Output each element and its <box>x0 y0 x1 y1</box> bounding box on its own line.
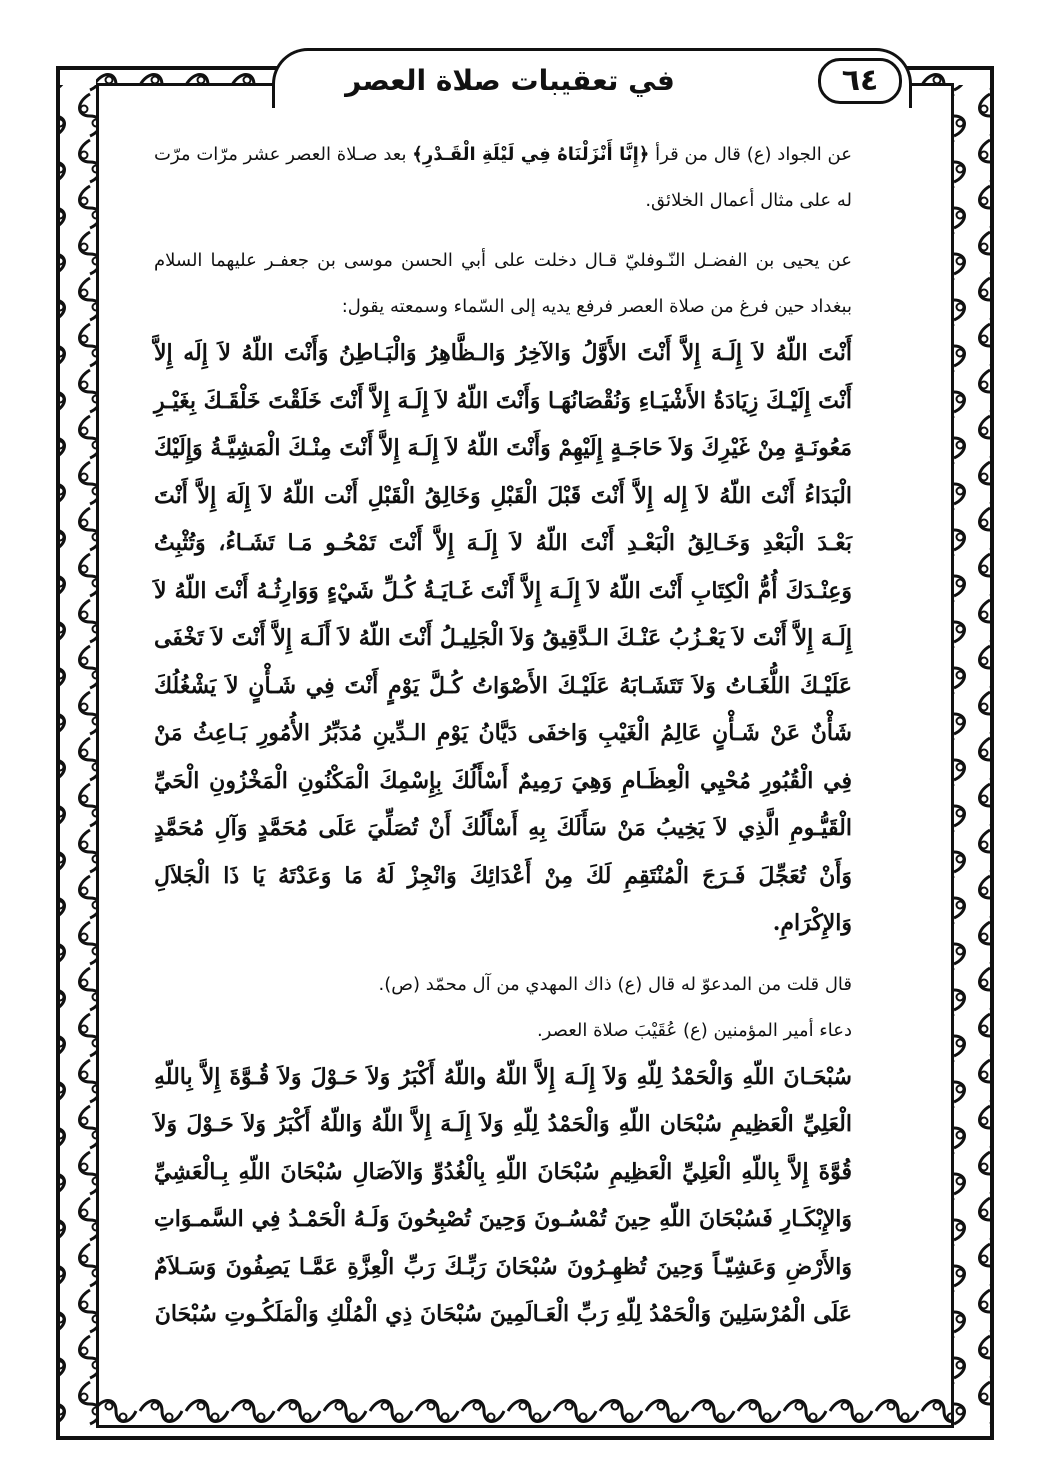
page-body <box>154 132 878 1339</box>
narration-paragraph-2: عن يحيى بن الفضـل النّـوفليّ قـال دخلت على أبي الحسن موسى بن جعفـر عليهما السلام ببغداد حين فرغ من صلاة العصر فرفع يديه إلى السّماء وسمعته يقول: <box>154 250 852 317</box>
narration-1-intro: عن الجواد (ع) قال من قرأ <box>649 144 852 165</box>
prayer-text-1: أَنْتَ اللّهُ لاَ إِلَـهَ إِلاَّ أَنْتَ الأَوَّلُ وَالآخِرُ وَالـظَّاهِرُ وَالْبَـاطِنُ وَأَنْتَ اللّهُ لاَ إِلَه إِلاَّ أَنْتَ إِلَيْـكَ زِيَادَةُ الأَشْيَـاءِ وَنُقْصَانُهَـا وَأَنْتَ اللّهُ لاَ إِلَـهَ إِلاَّ أَنْتَ خَلَقْتَ خَلْقَـكَ بِغَيْـرِ مَعُونَـةٍ مِنْ غَيْرِكَ وَلاَ حَاجَـةٍ إِلَيْهِمْ وَأَنْتَ اللّهُ لاَ إِلَـهَ إِلاَّ أَنْتَ مِنْـكَ الْمَشِيَّـةُ وَإِلَيْكَ الْبَدَاءُ أَنْتَ اللّهُ لاَ إِله إِلاَّ أَنْتَ قَبْلَ الْقَبْلِ وَخَالِقُ الْقَبْلِ أَنْت اللّهُ لاَ إِلَهَ إِلاَّ أَنْتَ بَعْـدَ الْبَعْدِ وَخَـالِقُ الْبَعْـدِ أَنْتَ اللّهُ لاَ إِلَـهَ إِلاَّ أَنْتَ تَمْحُـو مَـا تَشَـاءُ، وَتُثْبِتُ وَعِنْـدَكَ أُمُّ الْكِتَابِ أَنْتَ اللّهُ لاَ إِلَـهَ إِلاَّ أَنْتَ غَـايَـةُ كُـلِّ شَيْءٍ وَوَارِثُـهُ أَنْتَ اللّهُ لاَ إِلَـهَ إِلاَّ أَنْتَ لاَ يَعْـزُبُ عَنْـكَ الـدَّقِيقُ وَلاَ الْجَلِيـلُ أَنْتَ اللّهُ لاَ أَلَـهَ إِلاَّ أَنْتَ لاَ تَخْفَى عَلَيْـكَ اللُّغَـاتُ وَلاَ تَتَشَـابَهُ عَلَيْـكَ الأَصْوَاتُ كُـلَّ يَوْمٍ أَنْتَ فِي شَـأْنٍ لاَ يَشْغُلُكَ شَأْنٌ عَنْ شَـأْنٍ عَالِمُ الْغَيْبِ وَاخفَى دَيَّانُ يَوْمِ الـدِّينِ مُدَبِّرُ الأُمُورِ بَـاعِثُ مَنْ فِي الْقُبُورِ مُحْيِي الْعِظَـامِ وَهِيَ رَمِيمٌ أَسْأَلُكَ بِإِسْمِكَ الْمَكْنُونِ الْمَخْزُونِ الْحَيِّ الْقَيُّـومِ الَّذِي لاَ يَخِيبُ مَنْ سَأَلَكَ بِهِ أَسْأَلُكَ أَنْ تُصَلِّيَ عَلَى مُحَمَّدٍ وَآلِ مُحَمَّدٍ وَأَنْ تُعَجِّلَ فَـرَجَ الْمُنْتَقِمِ لَكَ مِنْ أَعْدَائِكَ وَانْجِزْ لَهُ مَا وَعَدْتَهُ يَا ذَا الْجَلاَلِ وَالإِكْرَامِ. <box>154 340 852 936</box>
section-heading-dua: دعاء أمير المؤمنين (ع) عُقَيْبَ صلاة العصر. <box>536 1019 852 1041</box>
prayer-text-2: سُبْحَـانَ اللّهِ وَالْحَمْدُ لِلّهِ وَلاَ إِلَـهَ إِلاَّ اللّهُ واللّهُ أَكْبَرُ وَلاَ حَـوْلَ وَلاَ قُـوَّةَ إِلاَّ بِاللّهِ الْعَلِيِّ الْعَظِيمِ سُبْحَان اللّهِ وَالْحَمْدُ لِلّهِ وَلاَ إِلَـهَ إِلاَّ اللّهُ وَاللّهُ أَكْبَرُ وَلاَ حَـوْلَ وَلاَ قُوَّةَ إِلاَّ بِاللّهِ الْعَلِيِّ الْعَظِيمِ سُبْحَانَ اللّهِ بِالْغُدُوِّ وَالآصَالِ سُبْحَانَ اللّهِ بِـالْعَشِيِّ وَالإِبْكَـارِ فَسُبْحَانَ اللّهِ حِينَ تُمْسُـونَ وَحِينَ تُصْبِحُونَ وَلَـهُ الْحَمْـدُ فِي السَّمـوَاتِ وَالأَرْضِ وَعَشِيّـاً وَحِينَ تُظهِـرُونَ سُبْحَانَ رَبِّـكَ رَبِّ الْعِزَّةِ عَمَّـا يَصِفُونَ وَسَـلاَمٌ عَلَى الْمُرْسَلِينَ وَالْحَمْدُ لِلّهِ رَبِّ الْعَـالَمِينَ سُبْحَانَ ذِي الْمُلْكِ وَالْمَلَكُـوتِ سُبْحَانَ <box>154 1063 852 1327</box>
narration-paragraph-3: قال قلت من المدعوّ له قال (ع) ذاك المهدي من آل محمّد (ص). <box>378 973 852 995</box>
running-title: في تعقيبات صلاة العصر <box>345 64 675 97</box>
quran-verse: ﴿إِنَّا أَنْزَلْنَاهُ فِي لَيْلَةِ الْقَـدْرِ﴾ <box>412 144 650 165</box>
narration-1-rest: بعد صـلاة العصر عشر مرّات مرّت له على مثال أعمال الخلائق. <box>154 144 852 211</box>
page-number: ٦٤ <box>818 58 902 104</box>
narration-paragraph-1 <box>154 132 878 224</box>
